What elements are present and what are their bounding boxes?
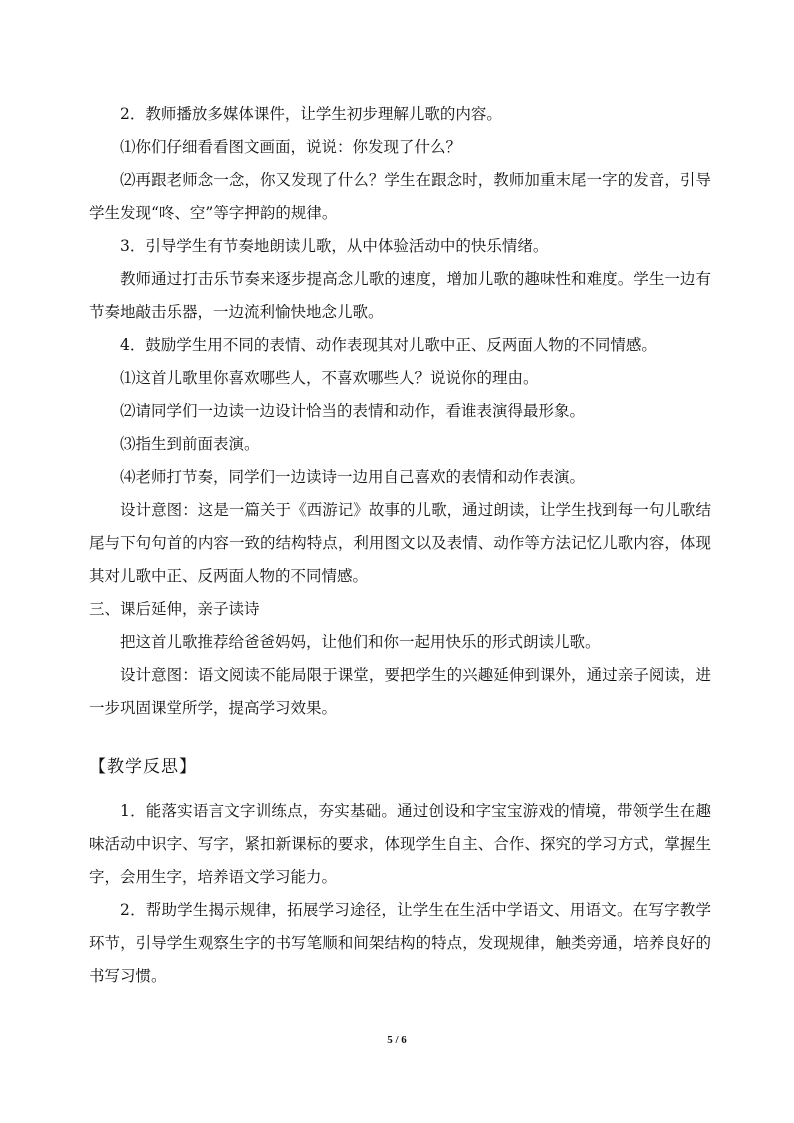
paragraph-step-3-detail: 教师通过打击乐节奏来逐步提高念儿歌的速度，增加儿歌的趣味性和难度。学生一边有节奏地敲击乐器，一边流利愉快地念儿歌。 (89, 270, 711, 321)
paragraph-step-4-q2: ⑵请同学们一边读一边设计恰当的表情和动作，看谁表演得最形象。 (120, 402, 586, 420)
reflection-heading: 【教学反思】 (89, 757, 197, 777)
paragraph-step-2-q1: ⑴你们仔细看看图文画面，说说：你发现了什么？ (120, 138, 462, 156)
paragraph-extension: 把这首儿歌推荐给爸爸妈妈，让他们和你一起用快乐的形式朗读儿歌。 (120, 633, 601, 651)
reflection-paragraph-2: 2．帮助学生揭示规律，拓展学习途径，让学生在生活中学语文、用语文。在写字教学环节，引导学生观察生字的书写笔顺和间架结构的特点，发现规律，触类旁通，培养良好的书写习惯。 (89, 901, 711, 985)
paragraph-step-2: 2．教师播放多媒体课件，让学生初步理解儿歌的内容。 (120, 105, 502, 123)
reflection-paragraph-1: 1．能落实语言文字训练点，夯实基础。通过创设和字宝宝游戏的情境，带领学生在趣味活动中识字、写字，紧扣新课标的要求，体现学生自主、合作、探究的学习方式，掌握生字，会用生字，培养语文学习能力。 (89, 802, 711, 886)
lesson-body (89, 98, 711, 725)
section-heading-extension: 三、课后延伸，亲子读诗 (89, 600, 260, 618)
paragraph-step-4-q4: ⑷老师打节奏，同学们一边读诗一边用自己喜欢的表情和动作表演。 (120, 468, 586, 486)
paragraph-step-4: 4．鼓励学生用不同的表情、动作表现其对儿歌中正、反两面人物的不同情感。 (120, 336, 657, 354)
paragraph-step-3: 3．引导学生有节奏地朗读儿歌，从中体验活动中的快乐情绪。 (120, 237, 549, 255)
paragraph-step-4-q3: ⑶指生到前面表演。 (120, 435, 260, 453)
reflection-body (89, 795, 711, 993)
paragraph-step-2-q2: ⑵再跟老师念一念，你又发现了什么？学生在跟念时，教师加重末尾一字的发音，引导学生发现“咚、空”等字押韵的规律。 (89, 171, 711, 222)
paragraph-step-4-q1: ⑴这首儿歌里你喜欢哪些人，不喜欢哪些人？说说你的理由。 (120, 369, 539, 387)
paragraph-design-intent-2: 设计意图：语文阅读不能局限于课堂，要把学生的兴趣延伸到课外，通过亲子阅读，进一步巩固课堂所学，提高学习效果。 (89, 666, 711, 717)
paragraph-design-intent-1: 设计意图：这是一篇关于《西游记》故事的儿歌，通过朗读，让学生找到每一句儿歌结尾与下句句首的内容一致的结构特点，利用图文以及表情、动作等方法记忆儿歌内容，体现其对儿歌中正、反两面人物的不同情感。 (89, 501, 711, 585)
page-number: 5 / 6 (387, 1034, 407, 1046)
